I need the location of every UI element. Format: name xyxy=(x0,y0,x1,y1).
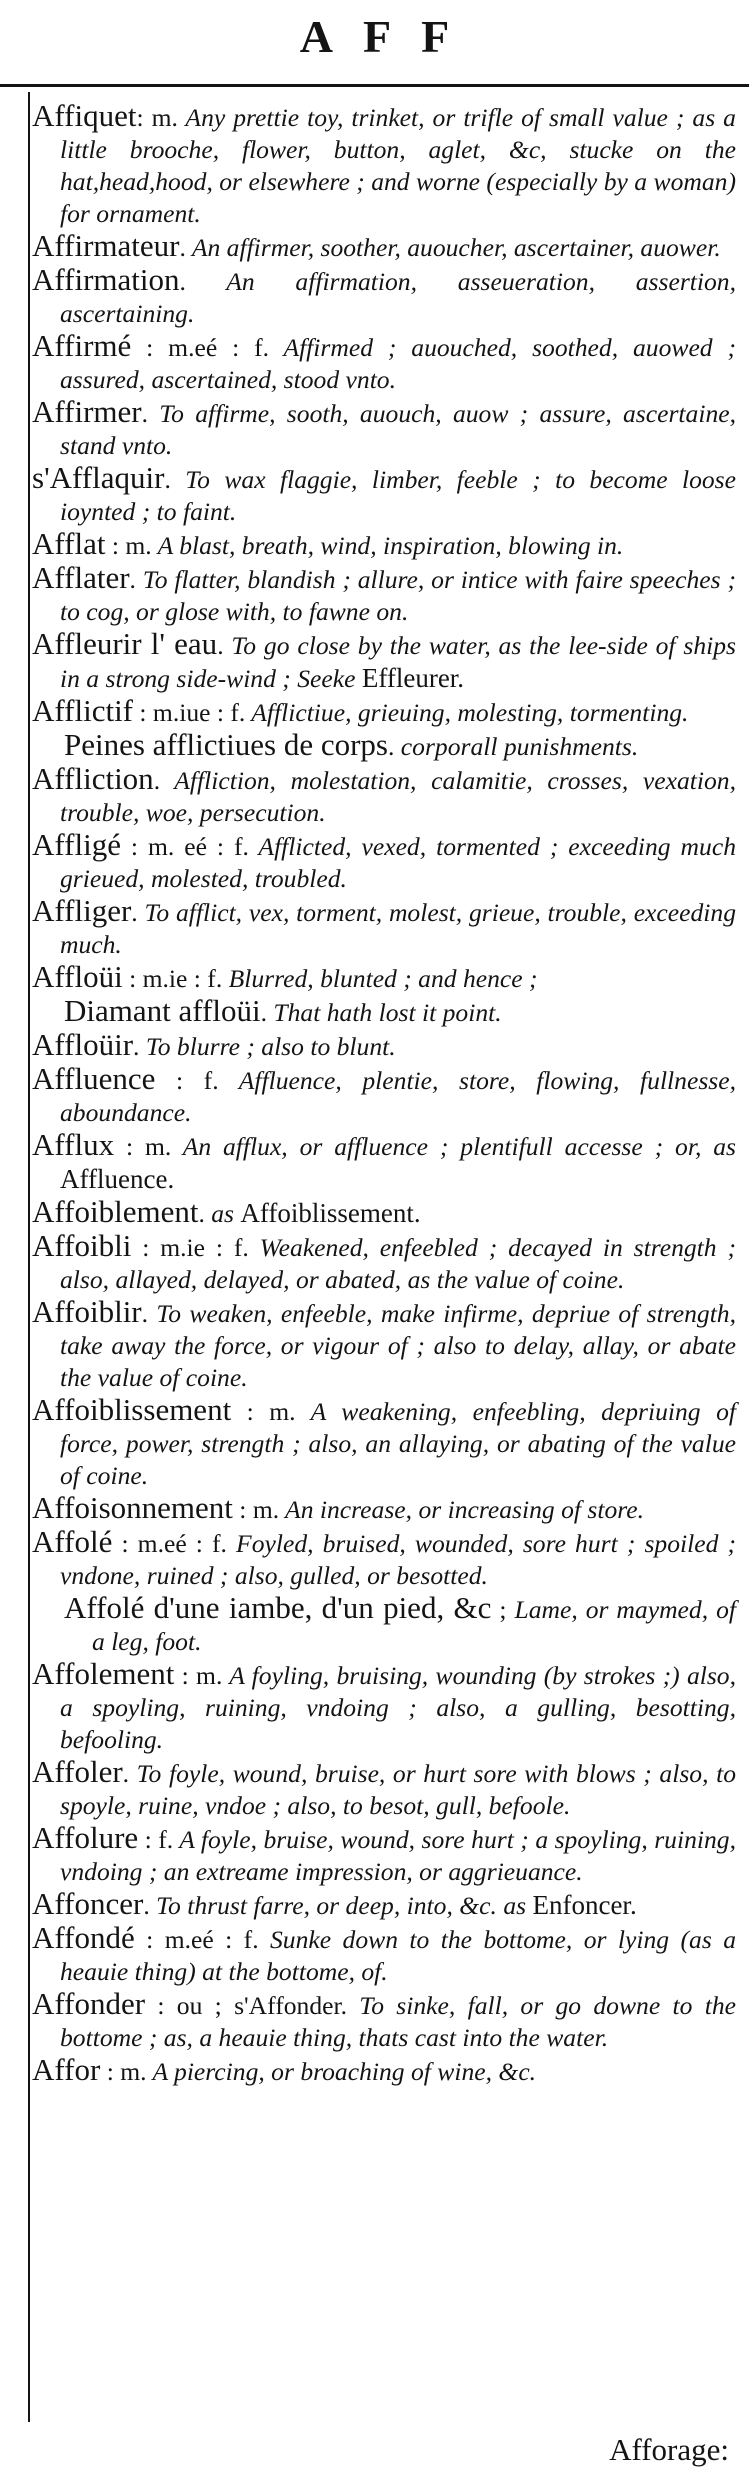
grammar-note: : m. xyxy=(114,1132,172,1161)
dictionary-entry xyxy=(32,562,736,628)
grammar-note: : f. xyxy=(155,1066,219,1095)
grammar-note: . xyxy=(131,898,138,927)
grammar-note: : m.eé : f. xyxy=(134,1925,259,1954)
definition: An increase, or increasing of store. xyxy=(279,1495,645,1524)
definition: Any prettie toy, trinket, or trifle of small value ; as a little brooche, flower, button, aglet, &c, stucke on the hat,head,hood, or elsewhere ; and worne (especially by a woman) for ornament. xyxy=(60,103,736,228)
grammar-note: : m.eé : f. xyxy=(131,333,270,362)
dictionary-entry xyxy=(32,829,736,895)
headword: Afflat xyxy=(32,526,106,561)
headword: Affirmateur xyxy=(32,228,180,263)
sub-entry xyxy=(32,995,736,1029)
definition: An afflux, or affluence ; plentifull accesse ; or, as xyxy=(171,1132,736,1161)
definition: Weakened, enfeebled ; decayed in strength ; also, allayed, delayed, or abated, as the value of coine. xyxy=(60,1233,737,1294)
dictionary-entry xyxy=(32,961,736,995)
headword: Affoiblement xyxy=(32,1194,199,1229)
headword: Afflater xyxy=(32,560,130,595)
headword: Affloüir xyxy=(32,1027,134,1062)
dictionary-entry xyxy=(32,1492,736,1526)
definition: To wax flaggie, limber, feeble ; to become loose ioynted ; to faint. xyxy=(60,465,736,526)
headword: Affoiblissement xyxy=(32,1392,232,1427)
grammar-note: . xyxy=(143,1891,150,1920)
headword: Affligé xyxy=(32,827,121,862)
headword: Affolé d'une iambe, d'un pied, &c xyxy=(64,1590,492,1625)
headword: Affondé xyxy=(32,1920,135,1955)
grammar-note: : m.ie : f. xyxy=(131,1233,249,1262)
definition: Afflictiue, grieuing, molesting, tormenting. xyxy=(245,698,689,727)
grammar-note: . xyxy=(122,1759,130,1788)
definition: To flatter, blandish ; allure, or intice with faire speeches ; to cog, or glose with, to fawne on. xyxy=(60,565,736,626)
grammar-note: : m. eé : f. xyxy=(120,832,249,861)
definition: An affirmation, asseueration, assertion, ascertaining. xyxy=(60,267,736,328)
grammar-note: . xyxy=(217,631,224,660)
column-rule xyxy=(28,92,30,2422)
headword: Affiquet xyxy=(32,98,137,133)
dictionary-entry xyxy=(32,528,736,562)
dictionary-entry xyxy=(32,763,736,829)
grammar-note: : m. xyxy=(105,531,152,560)
dictionary-entry xyxy=(32,1230,736,1296)
headword: Affolement xyxy=(32,1656,175,1691)
definition: A foyle, bruise, wound, sore hurt ; a spoyling, ruining, vndoing ; an extreame impression, or aggrieuance. xyxy=(60,1825,736,1886)
dictionary-entry xyxy=(32,330,736,396)
grammar-note: : m. xyxy=(232,1495,280,1524)
grammar-note: . xyxy=(133,1032,140,1061)
grammar-note: . xyxy=(164,465,171,494)
dictionary-entry xyxy=(32,1658,736,1756)
cross-reference: Affoiblissement. xyxy=(240,1198,421,1228)
headword: Affoncer xyxy=(32,1886,144,1921)
definition: Affliction, molestation, calamitie, crosses, vexation, trouble, woe, persecution. xyxy=(60,766,736,827)
headword: Affliction xyxy=(32,761,154,796)
headword: Affoler xyxy=(32,1754,123,1789)
head-rule xyxy=(0,84,749,87)
running-head: AFF xyxy=(299,11,480,62)
grammar-note: . xyxy=(129,565,136,594)
headword: Peines afflictiues de corps xyxy=(64,727,388,762)
headword: Affirmé xyxy=(32,328,132,363)
dictionary-entry xyxy=(32,1526,736,1592)
dictionary-entry xyxy=(32,1296,736,1394)
headword: Affoiblir xyxy=(32,1294,142,1329)
dictionary-entry xyxy=(32,1029,736,1063)
grammar-note: . xyxy=(260,998,267,1027)
grammar-note: . xyxy=(198,1199,205,1228)
headword: Affleurir l' eau xyxy=(32,626,218,661)
definition: Foyled, bruised, wounded, sore hurt ; spoiled ; vndone, ruined ; also, gulled, or besotted. xyxy=(60,1529,737,1590)
headword: Affonder xyxy=(32,1986,146,2021)
dictionary-entry xyxy=(32,1988,736,2054)
headword: Affor xyxy=(32,2052,101,2087)
grammar-note: . xyxy=(179,267,186,296)
definition: To affirme, sooth, auouch, auow ; assure, ascertaine, stand vnto. xyxy=(60,399,736,460)
grammar-note: : m.ie : f. xyxy=(122,964,223,993)
grammar-note: : m. xyxy=(231,1397,296,1426)
definition: An affirmer, soother, auoucher, ascertainer, auower. xyxy=(185,233,721,262)
headword: Afflux xyxy=(32,1127,115,1162)
headword: Diamant affloüi xyxy=(64,993,261,1028)
grammar-note: . xyxy=(179,233,186,262)
headword: Affliger xyxy=(32,893,132,928)
dictionary-entry xyxy=(32,1756,736,1822)
definition: Affirmed ; auouched, soothed, auowed ; assured, ascertained, stood vnto. xyxy=(60,333,737,394)
dictionary-entry xyxy=(32,1129,736,1196)
headword: Affloüi xyxy=(32,959,123,994)
dictionary-entry xyxy=(32,100,736,230)
dictionary-entry xyxy=(32,2054,736,2088)
headword: Affolure xyxy=(32,1820,139,1855)
grammar-note: : m. xyxy=(174,1661,223,1690)
definition: To sinke, fall, or go downe to the bottome ; as, a heauie thing, thats cast into the water. xyxy=(60,1991,736,2052)
grammar-note: : m.iue : f. xyxy=(133,698,246,727)
grammar-note: . xyxy=(141,399,149,428)
definition: To go close by the water, as the lee-side of ships in a strong side-wind ; Seeke xyxy=(60,631,736,693)
dictionary-entry xyxy=(32,1196,736,1230)
headword: Affirmation xyxy=(32,262,180,297)
definition: To foyle, wound, bruise, or hurt sore with blows ; also, to spoyle, ruine, vndoe ; also, to besot, gull, befoole. xyxy=(60,1759,736,1820)
grammar-note: : m. xyxy=(100,2057,147,2086)
dictionary-entry xyxy=(32,1922,736,1988)
cross-reference: Enfoncer. xyxy=(532,1890,637,1920)
dictionary-entry xyxy=(32,264,736,330)
dictionary-entry xyxy=(32,1063,736,1129)
definition: That hath lost it point. xyxy=(266,998,502,1027)
definition: A weakening, enfeebling, depriuing of force, power, strength ; also, an allaying, or abating of the value of coine. xyxy=(60,1397,736,1490)
dictionary-entry xyxy=(32,396,736,462)
cross-reference: Affluence. xyxy=(60,1164,175,1194)
grammar-note: : ou ; s'Affonder. xyxy=(145,1991,347,2020)
cross-reference: Effleurer. xyxy=(361,663,465,693)
definition: Afflicted, vexed, tormented ; exceeding much grieued, molested, troubled. xyxy=(60,832,736,893)
catchword: Afforage: xyxy=(609,2432,729,2467)
dictionary-entry xyxy=(32,628,736,695)
dictionary-entry xyxy=(32,1888,736,1922)
definition: corporall punishments. xyxy=(394,732,639,761)
grammar-note: : f. xyxy=(138,1825,174,1854)
definition: To thrust farre, or deep, into, &c. as xyxy=(149,1891,533,1920)
headword: Affolé xyxy=(32,1524,113,1559)
definition: To blurre ; also to blunt. xyxy=(139,1032,396,1061)
headword: Affoisonnement xyxy=(32,1490,233,1525)
grammar-note: ; xyxy=(491,1595,507,1624)
definition: as xyxy=(204,1199,241,1228)
definition: A blast, breath, wind, inspiration, blowing in. xyxy=(151,531,624,560)
definition: To weaken, enfeeble, make infirme, depriue of strength, take away the force, or vigour of ; also to delay, allay, or abate the value of coine. xyxy=(60,1299,736,1392)
headword: Affoibli xyxy=(32,1228,132,1263)
headword: s'Afflaquir xyxy=(32,460,165,495)
entry-list xyxy=(32,100,736,2088)
dictionary-entry xyxy=(32,230,736,264)
definition: Affluence, plentie, store, flowing, fullnesse, aboundance. xyxy=(60,1066,736,1127)
dictionary-entry xyxy=(32,1822,736,1888)
grammar-note: . xyxy=(387,732,395,761)
definition: Sunke down to the bottome, or lying (as a heauie thing) at the bottome, of. xyxy=(60,1925,736,1986)
grammar-note: : m.eé : f. xyxy=(112,1529,227,1558)
dictionary-entry xyxy=(32,1394,736,1492)
definition: Blurred, blunted ; and hence ; xyxy=(222,964,538,993)
sub-entry xyxy=(32,1592,736,1658)
sub-entry xyxy=(32,729,736,763)
grammar-note: : m. xyxy=(136,103,178,132)
dictionary-entry xyxy=(32,462,736,528)
grammar-note: . xyxy=(153,766,161,795)
headword: Afflictif xyxy=(32,693,134,728)
headword: Affirmer xyxy=(32,394,142,429)
dictionary-entry xyxy=(32,695,736,729)
definition: To afflict, vex, torment, molest, grieue, trouble, exceeding much. xyxy=(60,898,736,959)
definition: A foyling, bruising, wounding (by strokes ;) also, a spoyling, ruining, vndoing ; also, a gulling, besotting, befooling. xyxy=(60,1661,737,1754)
headword: Affluence xyxy=(32,1061,156,1096)
grammar-note: . xyxy=(141,1299,149,1328)
dictionary-entry xyxy=(32,895,736,961)
definition: A piercing, or broaching of wine, &c. xyxy=(146,2057,537,2086)
definition: Lame, or maymed, of a leg, foot. xyxy=(92,1595,736,1656)
